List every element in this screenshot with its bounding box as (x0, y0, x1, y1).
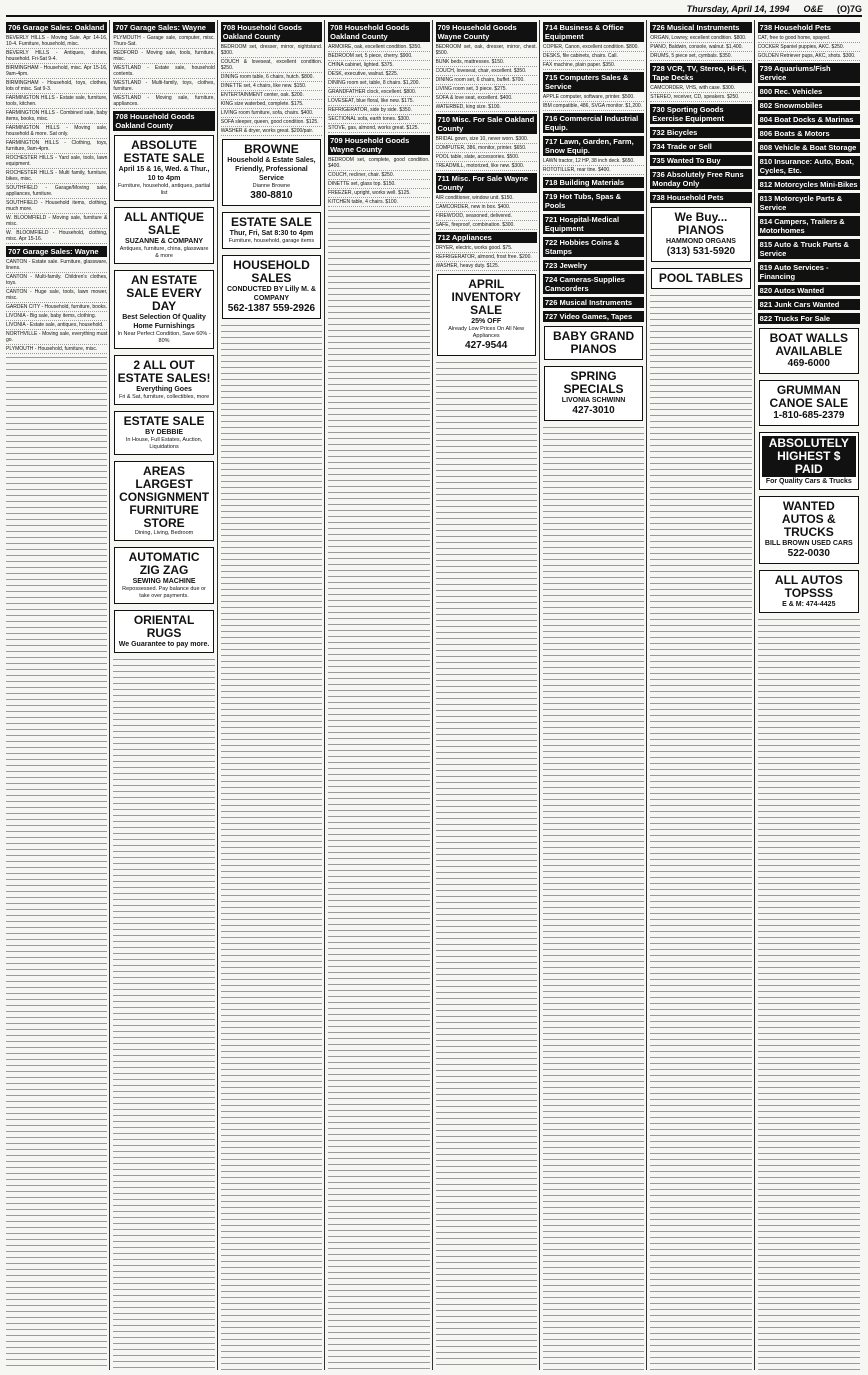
ad-text-block (543, 424, 644, 1370)
classified-column (436, 20, 540, 1370)
classified-ad: POOL table, slate, accessories. $500. (436, 153, 537, 162)
classified-ad: SOUTHFIELD - Garage/Moving sale, appliances, furniture. (6, 185, 108, 197)
classified-ad: SOFA sleeper, queen, good condition. $125. (221, 118, 322, 127)
display-ad (759, 328, 859, 374)
section-heading: 734 Trade or Sell (650, 141, 751, 152)
classified-ad: WESTLAND - Moving sale, furniture, appliances. (113, 95, 215, 107)
section-heading: 721 Hospital-Medical Equipment (543, 214, 644, 234)
section-heading: 738 Household Pets (758, 22, 860, 33)
classified-ad: PLYMOUTH - Garage sale, computer, misc. Thurs-Sat. (113, 35, 215, 47)
section-heading: 709 Household Goods Wayne County (436, 22, 537, 42)
classified-ad: ROTOTILLER, rear tine. $400. (543, 166, 644, 175)
section-heading: 708 Household Goods Oakland County (113, 111, 214, 131)
section-heading: 813 Motorcycle Parts & Service (758, 193, 860, 213)
classified-ad: TREADMILL, motorized, like new. $300. (436, 162, 537, 171)
display-ad-headline: BROWNE (244, 142, 299, 156)
classified-ad: APPLE computer, software, printer. $500. (543, 93, 644, 102)
classified-ad: FARMINGTON HILLS - Moving sale, household & more. Sat only. (6, 125, 108, 137)
classified-ad: COUCH, recliner, chair. $250. (328, 171, 429, 180)
display-ad (759, 570, 859, 613)
display-ad (114, 207, 213, 264)
classified-ad: COMPUTER, 386, monitor, printer. $650. (436, 144, 537, 153)
paper-name: O&E (803, 4, 823, 14)
section-heading: 802 Snowmobiles (758, 100, 860, 111)
display-ad-headline: BOAT WALLS AVAILABLE (769, 331, 849, 358)
display-ad (114, 610, 213, 653)
display-ad-subhead: BY DEBBIE (145, 429, 184, 436)
display-ad (114, 355, 213, 405)
display-ad-phone: 469-6000 (787, 358, 830, 369)
display-ad-subhead: Thur, Fri, Sat 8:30 to 4pm (229, 230, 314, 237)
display-ad (114, 547, 213, 604)
classified-ad: DESK, executive, walnut. $225. (328, 70, 429, 79)
classified-ad: DESKS, file cabinets, chairs. Call. (543, 52, 644, 61)
section-heading: 714 Business & Office Equipment (543, 22, 644, 42)
classified-ad: DRUMS, 5 piece set, cymbals. $350. (650, 52, 751, 61)
display-ad-subhead: LIVONIA SCHWINN (561, 397, 626, 404)
section-heading: 711 Misc. For Sale Wayne County (436, 173, 537, 193)
section-heading: 707 Garage Sales: Wayne (113, 22, 214, 33)
section-heading: 804 Boat Docks & Marinas (758, 114, 860, 125)
display-ad-headline: SPRING SPECIALS (563, 369, 624, 396)
classified-ad: WESTLAND - Multi-family, toys, clothes, furniture. (113, 80, 215, 92)
section-heading: 708 Household Goods Oakland County (221, 22, 322, 42)
display-ad (222, 255, 321, 319)
display-ad-headline: ALL AUTOS TOPSSS (774, 573, 843, 600)
classified-ad: CANTON - Huge sale, tools, lawn mower, misc. (6, 289, 108, 301)
ad-text-block (328, 207, 429, 1370)
classified-column (543, 20, 647, 1370)
classified-column (221, 20, 325, 1370)
classified-ad: DINING room table, 6 chairs, hutch. $800. (221, 73, 322, 82)
classified-ad: CANTON - Multi-family. Children's clothes, toys. (6, 274, 108, 286)
display-ad-subhead: Household & Estate Sales, Friendly, Professional Service (227, 157, 316, 182)
section-heading: 730 Sporting Goods Exercise Equipment (650, 104, 751, 124)
classified-ad: CAT, free to good home, spayed. (758, 34, 860, 43)
classified-ad: DINING room set, table, 8 chairs. $1,200. (328, 79, 429, 88)
display-ad (544, 326, 643, 360)
classified-ad: ORGAN, Lowrey, excellent condition. $800. (650, 34, 751, 43)
classified-ad: CANTON - Estate sale. Furniture, glassware, linens. (6, 259, 108, 271)
display-ad (651, 268, 750, 289)
section-heading: 735 Wanted To Buy (650, 155, 751, 166)
classified-ad: FAX machine, plain paper. $350. (543, 61, 644, 70)
classified-ad: W. BLOOMFIELD - Moving sale, furniture & misc. (6, 215, 108, 227)
classified-ad: FREEZER, upright, works well. $125. (328, 189, 429, 198)
display-ad-subhead: BILL BROWN USED CARS (764, 540, 853, 547)
classified-ad: AIR conditioner, window unit. $150. (436, 194, 537, 203)
ad-text-block (758, 616, 860, 1370)
display-ad-headline: ALL ANTIQUE SALE (124, 210, 205, 237)
classified-ad: PLYMOUTH - Household, furniture, misc. (6, 345, 107, 354)
display-ad-headline: ESTATE SALE (230, 215, 312, 229)
classified-ad: DRYER, electric, works good. $75. (436, 244, 537, 253)
section-heading: 732 Bicycles (650, 127, 751, 138)
section-heading: 810 Insurance: Auto, Boat, Cycles, Etc. (758, 156, 860, 176)
classified-ad: KITCHEN table, 4 chairs. $100. (328, 198, 429, 207)
display-ad (759, 380, 859, 426)
display-ad-headline: BABY GRAND PIANOS (553, 329, 635, 356)
section-heading: 718 Building Materials (543, 177, 644, 188)
classified-ad: LIVING room furniture, sofa, chairs. $400. (221, 109, 322, 118)
classified-ad: CAMCORDER, new in box. $400. (436, 203, 537, 212)
display-ad-subhead: HAMMOND ORGANS (665, 238, 736, 245)
classified-ad: BIRMINGHAM - Household, misc. Apr 15-16, 9am-4pm. (6, 65, 108, 77)
section-heading: 820 Autos Wanted (758, 285, 860, 296)
display-ad-subhead: We Guarantee to pay more. (118, 641, 210, 648)
classified-ad: BEDROOM set, complete, good condition. $400. (328, 157, 430, 169)
display-ad-subhead: E & M: 474-4425 (782, 601, 836, 608)
section-heading: 719 Hot Tubs, Spas & Pools (543, 191, 644, 211)
ad-text-block (6, 354, 107, 1370)
display-ad (114, 270, 213, 349)
display-ad-phone: 522-0030 (787, 548, 830, 559)
classified-ad: LIVONIA - Estate sale, antiques, household. (6, 321, 107, 330)
display-ad-headline: AN ESTATE SALE EVERY DAY (126, 273, 202, 313)
display-ad-body: Already Low Prices On All New Appliances (448, 326, 525, 339)
display-ad-phone: 562-1387 559-2926 (227, 303, 316, 314)
display-ad-subhead: SEWING MACHINE (132, 578, 196, 585)
classified-ad: BEDROOM set, 5 piece, cherry. $900. (328, 52, 429, 61)
display-ad-phone: 1-810-685-2379 (773, 410, 845, 421)
section-heading: 800 Rec. Vehicles (758, 86, 860, 97)
classified-ad: LOVESEAT, blue floral, like new. $175. (328, 97, 429, 106)
section-heading: 814 Campers, Trailers & Motorhomes (758, 216, 860, 236)
section-heading: 722 Hobbies Coins & Stamps (543, 237, 644, 257)
display-ad-subhead: CONDUCTED BY Lilly M. & COMPANY (226, 286, 316, 302)
classified-ad: LAWN tractor, 12 HP, 38 inch deck. $650. (543, 157, 644, 166)
display-ad (437, 274, 536, 356)
section-heading: 724 Cameras-Supplies Camcorders (543, 274, 644, 294)
classified-ad: COPIER, Canon, excellent condition. $800. (543, 43, 644, 52)
classified-ad: COUCH & loveseat, excellent condition. $250. (220, 59, 323, 71)
classified-ad: BUNK beds, mattresses. $150. (436, 58, 537, 67)
classified-ad: STOVE, gas, almond, works great. $125. (328, 124, 429, 133)
section-heading: 821 Junk Cars Wanted (758, 299, 860, 310)
classified-ad: FIREWOOD, seasoned, delivered. (436, 212, 537, 221)
section-heading: 715 Computers Sales & Service (543, 72, 644, 92)
classified-ad: ENTERTAINMENT center, oak. $200. (221, 91, 322, 100)
display-ad-headline: GRUMMAN CANOE SALE (769, 383, 849, 410)
display-ad-headline: HOUSEHOLD SALES (233, 258, 310, 285)
classified-ad: IBM compatible, 486, SVGA monitor. $1,200. (543, 102, 644, 111)
display-ad-subhead: For Quality Cars & Trucks (765, 478, 852, 485)
classified-ad: ARMOIRE, oak, excellent condition. $350. (328, 43, 429, 52)
display-ad-phone: (313) 531-5920 (666, 246, 736, 257)
display-ad (114, 135, 213, 201)
classified-ad: COUCH, loveseat, chair, excellent. $350. (436, 67, 537, 76)
display-ad (222, 139, 321, 206)
display-ad-subhead: Everything Goes (136, 386, 192, 393)
classified-ad: FARMINGTON HILLS - Combined sale, baby items, books, misc. (6, 110, 108, 122)
classified-ad: W. BLOOMFIELD - Household, clothing, misc. Apr 15-16. (6, 230, 108, 242)
section-heading: 736 Absolutely Free Runs Monday Only (650, 169, 751, 189)
section-heading: 717 Lawn, Garden, Farm, Snow Equip. (543, 136, 644, 156)
section-heading: 808 Vehicle & Boat Storage (758, 142, 860, 153)
classified-column (328, 20, 432, 1370)
classified-ad: BRIDAL gown, size 10, never worn. $300. (436, 135, 537, 144)
classified-ad: SOFA & love seat, excellent. $400. (436, 94, 537, 103)
section-heading: 716 Commercial Industrial Equip. (543, 113, 644, 133)
section-heading: 806 Boats & Motors (758, 128, 860, 139)
display-ad-body: Dining, Living, Bedroom (134, 530, 194, 536)
section-heading: 738 Household Pets (650, 192, 751, 203)
display-ad (759, 432, 859, 490)
display-ad-headline: APRIL INVENTORY SALE (451, 277, 521, 317)
display-ad-subhead: Best Selection Of Quality Home Furnishings (122, 314, 206, 330)
classified-ad: DINETTE set, 4 chairs, like new. $150. (221, 82, 322, 91)
section-heading: 707 Garage Sales: Wayne (6, 246, 107, 257)
section-heading: 812 Motorcycles Mini-Bikes (758, 179, 860, 190)
classified-ad: CHINA cabinet, lighted. $375. (328, 61, 429, 70)
display-ad (759, 496, 859, 564)
classified-ad: WATERBED, king size. $100. (436, 103, 537, 112)
display-ad-headline: AUTOMATIC ZIG ZAG (128, 550, 200, 577)
display-ad (114, 461, 213, 541)
display-ad-headline: We Buy... PIANOS (674, 210, 728, 237)
display-ad (222, 212, 321, 249)
ad-text-block (436, 359, 537, 1370)
classified-ad: BEVERLY HILLS - Antiques, dishes, household. Fri-Sat 9-4. (6, 50, 108, 62)
classified-ad: WASHER & dryer, works great. $200/pair. (221, 127, 322, 136)
classified-ad: FARMINGTON HILLS - Clothing, toys, furniture, 9am-4pm. (6, 140, 108, 152)
display-ad-headline: ABSOLUTE ESTATE SALE (123, 138, 205, 165)
classified-ad: BEDROOM set, dresser, mirror, nightstand. $300. (220, 44, 323, 56)
section-heading: 723 Jewelry (543, 260, 644, 271)
classified-ad: REFRIGERATOR, side by side. $350. (328, 106, 429, 115)
display-ad-body: Fri & Sat, furniture, collectibles, more (118, 394, 210, 400)
classified-ad: SOUTHFIELD - Household items, clothing, much more. (6, 200, 108, 212)
classified-ad: CAMCORDER, VHS, with case. $300. (650, 84, 751, 93)
section-heading: 728 VCR, TV, Stereo, Hi-Fi, Tape Decks (650, 63, 751, 83)
section-heading: 739 Aquariums/Fish Service (758, 63, 860, 83)
classified-column (113, 20, 217, 1370)
section-heading: 822 Trucks For Sale (758, 313, 860, 324)
display-ad-subhead: 25% OFF (471, 318, 502, 325)
section-heading: 727 Video Games, Tapes (543, 311, 644, 322)
display-ad-subhead: SUZANNE & COMPANY (125, 238, 204, 245)
display-ad-phone: 380-8810 (250, 190, 293, 201)
ad-text-block (650, 292, 751, 1370)
section-heading: 726 Musical Instruments (543, 297, 644, 308)
section-heading: 726 Musical Instruments (650, 22, 751, 33)
classified-ad: GRANDFATHER clock, excellent. $800. (328, 88, 429, 97)
display-ad-headline: ABSOLUTELY HIGHEST $ PAID (762, 436, 856, 477)
display-ad-body: Repossessed. Pay balance due or take over payments. (122, 586, 206, 599)
classified-column (758, 20, 862, 1370)
classified-ad: ROCHESTER HILLS - Yard sale, tools, lawn equipment. (6, 155, 108, 167)
classified-ad: SECTIONAL sofa, earth tones. $300. (328, 115, 429, 124)
display-ad-body: In Near Perfect Condition, Save 60% - 80% (117, 331, 211, 344)
classified-ad: WASHER, heavy duty. $125. (436, 262, 537, 271)
classified-ad: BEVERLY HILLS - Moving Sale. Apr 14-16, 10-4. Furniture, household, misc. (6, 35, 108, 47)
display-ad (544, 366, 643, 421)
display-ad-body: In House, Full Estates, Auction, Liquidations (125, 437, 203, 450)
ad-text-block (113, 656, 214, 1370)
classified-ad: KING size waterbed, complete. $175. (221, 100, 322, 109)
classified-ad: ROCHESTER HILLS - Multi family, furniture, bikes, misc. (6, 170, 108, 182)
classified-ad: SAFE, fireproof, combination. $300. (436, 221, 537, 230)
classified-ad: NORTHVILLE - Moving sale, everything must go. (6, 331, 108, 343)
display-ad-headline: WANTED AUTOS & TRUCKS (781, 499, 836, 539)
display-ad-headline: AREAS LARGEST CONSIGNMENT FURNITURE STORE (119, 464, 210, 530)
classified-ad: DINETTE set, glass top. $150. (328, 180, 429, 189)
classified-ad: WESTLAND - Estate sale, household contents. (113, 65, 215, 77)
display-ad-headline: ORIENTAL RUGS (133, 613, 195, 640)
display-ad (651, 207, 750, 262)
classified-ad: BIRMINGHAM - Household, toys, clothes, lots of misc. Sat 9-3. (6, 80, 108, 92)
section-heading: 712 Appliances (436, 232, 537, 243)
display-ad-phone: 427-3010 (572, 405, 615, 416)
classified-ad: PIANO, Baldwin, console, walnut. $1,400. (650, 43, 751, 52)
classified-column (650, 20, 754, 1370)
classified-ad: DINING room set, 6 chairs, buffet. $700. (436, 76, 537, 85)
classified-ad: LIVONIA - Big sale, baby items, clothing. (6, 312, 107, 321)
classified-ad: LIVING room set, 3 piece. $275. (436, 85, 537, 94)
display-ad-subhead: April 15 & 16, Wed. & Thur., 10 to 4pm (118, 166, 210, 182)
classified-ad: GOLDEN Retriever pups, AKC, shots. $300. (758, 52, 860, 61)
section-heading: 710 Misc. For Sale Oakland County (436, 114, 537, 134)
classified-ad: GARDEN CITY - Household, furniture, books. (6, 304, 108, 310)
display-ad (114, 411, 213, 455)
section-heading: 819 Auto Services - Financing (758, 262, 860, 282)
display-ad-body: Furniture, household, garage items (228, 238, 315, 244)
display-ad-headline: ESTATE SALE (123, 414, 205, 428)
classified-columns (6, 20, 862, 1370)
section-heading: 708 Household Goods Oakland County (328, 22, 429, 42)
classified-ad: BEDROOM set, oak, dresser, mirror, chest. $500. (435, 44, 537, 56)
page-number: (O)7G (836, 4, 862, 14)
classified-ad: STEREO, receiver, CD, speakers. $250. (650, 93, 751, 102)
classified-ad: REFRIGERATOR, almond, frost free. $200. (436, 253, 537, 262)
classified-column (6, 20, 110, 1370)
classified-ad: FARMINGTON HILLS - Estate sale, furniture, tools, kitchen. (6, 95, 108, 107)
section-heading: 815 Auto & Truck Parts & Service (758, 239, 860, 259)
classified-ad: REDFORD - Moving sale, tools, furniture, misc. (113, 50, 215, 62)
display-ad-phone: 427-9544 (465, 340, 508, 351)
display-ad-body: Furniture, household, antiques, partial list (117, 183, 211, 196)
section-heading: 706 Garage Sales: Oakland (6, 22, 107, 33)
issue-date: Thursday, April 14, 1994 (686, 4, 790, 14)
display-ad-body: Dianne Browne (252, 183, 291, 189)
ad-text-block (221, 322, 322, 1370)
display-ad-headline: 2 ALL OUT ESTATE SALES! (117, 358, 211, 385)
masthead (6, 3, 862, 17)
section-heading: 709 Household Goods Wayne County (328, 135, 429, 155)
classified-ad: COCKER Spaniel puppies, AKC. $250. (758, 43, 860, 52)
display-ad-body: Antiques, furniture, china, glassware & more (119, 246, 209, 259)
display-ad-headline: POOL TABLES (658, 271, 744, 285)
